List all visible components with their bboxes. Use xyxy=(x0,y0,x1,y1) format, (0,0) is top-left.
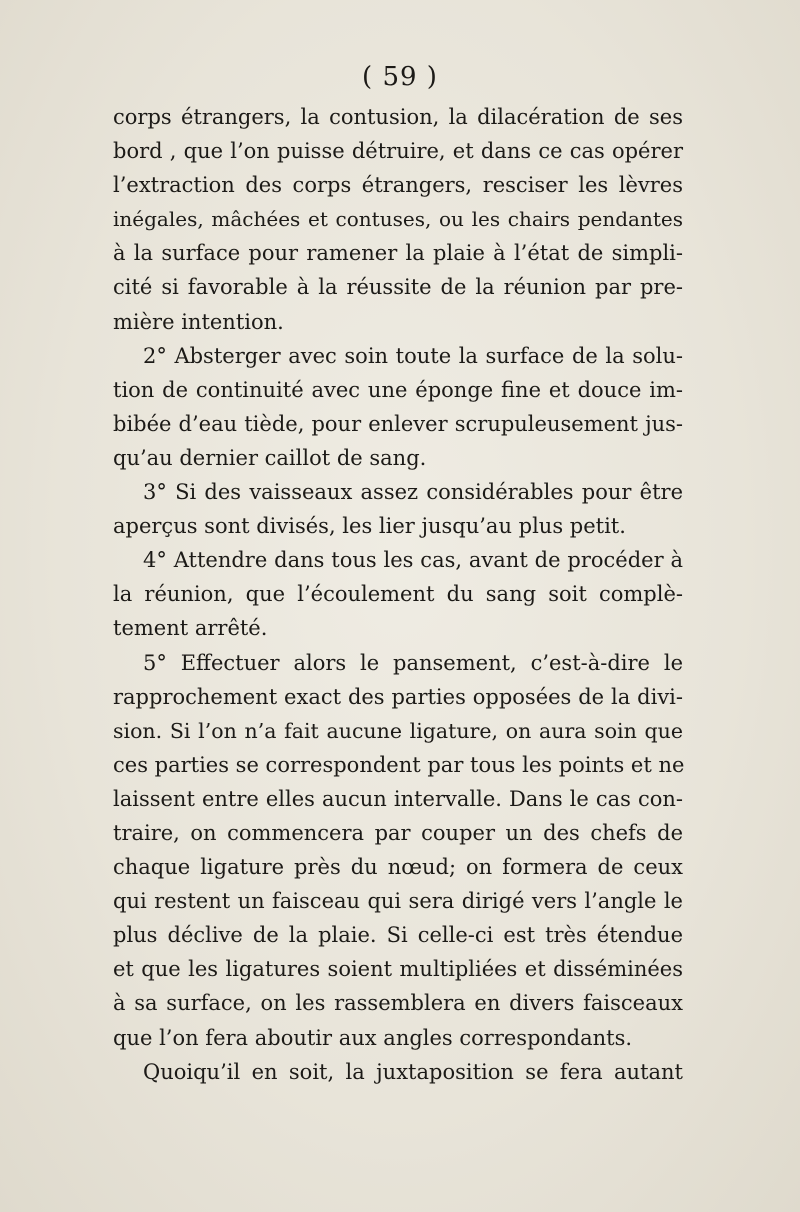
text-line: 4° Attendre dans tous les cas, avant de procéder à xyxy=(143,548,683,573)
text-line: Quoiqu’il en soit, la juxtaposition se fera autant xyxy=(143,1059,683,1084)
text-line: la réunion, que l’écoulement du sang soit complè- xyxy=(113,582,683,607)
page-number: ( 59 ) xyxy=(362,62,438,92)
text-line: 2° Absterger avec soin toute la surface de la solu- xyxy=(143,343,683,368)
text-line: sion. Si l’on n’a fait aucune ligature, on aura soin que xyxy=(113,718,683,743)
text-line: bord , que l’on puisse détruire, et dans ce cas opérer xyxy=(113,139,683,164)
text-line: à la surface pour ramener la plaie à l’état de simpli- xyxy=(113,241,683,266)
text-line: tement arrêté. xyxy=(113,616,268,641)
text-line: l’extraction des corps étrangers, resciser les lèvres xyxy=(113,173,683,198)
text-line: qu’au dernier caillot de sang. xyxy=(113,445,427,470)
text-line: bibée d’eau tiède, pour enlever scrupuleusement jus- xyxy=(113,411,683,436)
text-line: mière intention. xyxy=(113,309,284,334)
body-text xyxy=(113,100,683,1089)
text-line: aperçus sont divisés, les lier jusqu’au plus petit. xyxy=(113,514,626,539)
text-line: plus déclive de la plaie. Si celle-ci est très étendue xyxy=(113,923,683,948)
text-line: rapprochement exact des parties opposées de la divi- xyxy=(113,684,683,709)
text-line: laissent entre elles aucun intervalle. Dans le cas con- xyxy=(113,786,683,811)
text-line: chaque ligature près du nœud; on formera de ceux xyxy=(113,855,683,880)
text-line: ces parties se correspondent par tous les points et ne xyxy=(113,752,685,777)
text-line: 5° Effectuer alors le pansement, c’est-à-dire le xyxy=(143,650,683,675)
text-line: inégales, mâchées et contuses, ou les chairs pendantes xyxy=(113,207,683,232)
text-line: 3° Si des vaisseaux assez considérables pour être xyxy=(143,480,683,505)
text-line: tion de continuité avec une éponge fine et douce im- xyxy=(113,377,683,402)
text-line: corps étrangers, la contusion, la dilacération de ses xyxy=(113,105,683,129)
text-line: et que les ligatures soient multipliées et disséminées xyxy=(113,957,683,982)
text-line: cité si favorable à la réussite de la réunion par pre- xyxy=(113,275,683,300)
text-line: qui restent un faisceau qui sera dirigé vers l’angle le xyxy=(113,889,683,914)
text-line: à sa surface, on les rassemblera en divers faisceaux xyxy=(113,991,683,1016)
text-line: traire, on commencera par couper un des chefs de xyxy=(113,820,683,845)
text-line: que l’on fera aboutir aux angles correspondants. xyxy=(113,1025,633,1050)
